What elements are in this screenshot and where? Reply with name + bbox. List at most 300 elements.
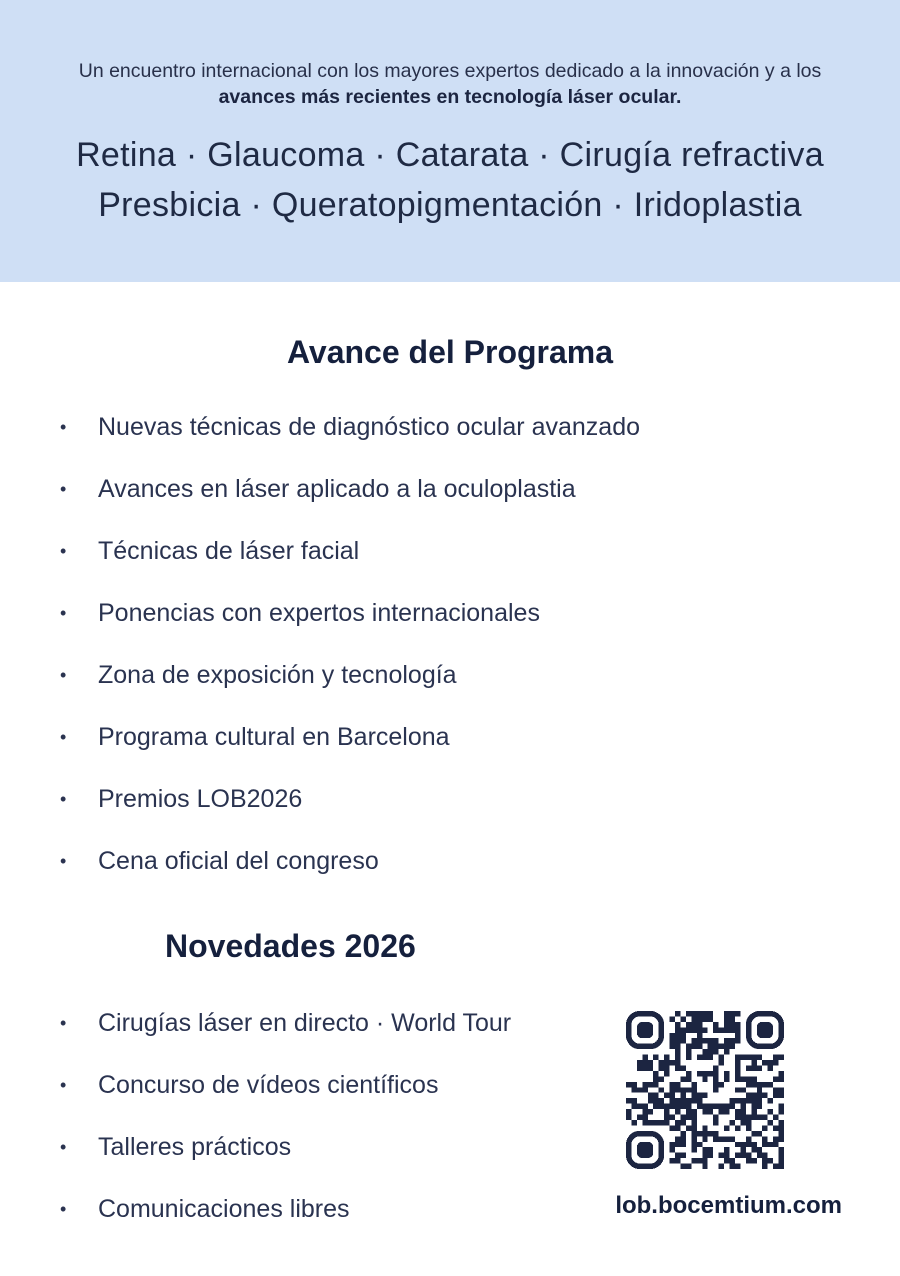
qr-module [724,1049,729,1054]
qr-module [735,1022,740,1027]
qr-module [686,1104,691,1109]
qr-module [773,1125,778,1130]
list-item-text: Técnicas de láser facial [98,537,360,565]
list-item [60,536,760,598]
qr-module [762,1093,767,1098]
qr-module [746,1076,751,1081]
qr-module [642,1055,647,1060]
qr-module [751,1098,756,1103]
qr-module [762,1060,767,1065]
qr-module [740,1147,745,1152]
qr-module [626,1082,631,1087]
qr-module [768,1142,773,1147]
qr-module [691,1109,696,1114]
qr-module [735,1076,740,1081]
qr-module [648,1093,653,1098]
list-item-text: Nuevas técnicas de diagnóstico ocular avanzado [98,413,641,441]
qr-module [680,1115,685,1120]
qr-module [768,1120,773,1125]
qr-module [691,1082,696,1087]
list-item-text: Programa cultural en Barcelona [98,723,450,751]
qr-module [735,1109,740,1114]
qr-module [768,1065,773,1070]
qr-module [691,1027,696,1032]
qr-module [697,1038,702,1043]
qr-module [702,1011,707,1016]
qr-module [664,1115,669,1120]
qr-module [713,1071,718,1076]
qr-module [779,1125,784,1130]
intro-plain: Un encuentro internacional con los mayores expertos dedicado a la innovación y a los [78,60,822,82]
bullet: • [60,1137,67,1157]
qr-module [691,1098,696,1103]
list-item [60,1132,580,1194]
qr-module [664,1104,669,1109]
qr-module [675,1038,680,1043]
qr-module [670,1142,675,1147]
bullet: • [60,603,67,623]
qr-module [724,1153,729,1158]
list-item [60,412,760,474]
qr-module [670,1098,675,1103]
qr-module [626,1115,631,1120]
qr-module [751,1055,756,1060]
qr-module [680,1093,685,1098]
list-item [60,1070,580,1132]
qr-module [691,1016,696,1021]
qr-module [768,1158,773,1163]
qr-module [659,1104,664,1109]
qr-module [702,1153,707,1158]
qr-module [735,1027,740,1032]
qr-module [773,1055,778,1060]
qr-module [757,1055,762,1060]
list-item-text: Concurso de vídeos científicos [98,1071,439,1099]
qr-module [697,1158,702,1163]
qr-module [724,1147,729,1152]
qr-module [675,1098,680,1103]
program-title: Avance del Programa [286,334,614,370]
qr-module [762,1082,767,1087]
qr-module [686,1109,691,1114]
qr-module [708,1131,713,1136]
qr-module [779,1136,784,1141]
list-item [60,846,760,908]
bullet: • [60,1199,67,1219]
qr-module [751,1082,756,1087]
qr-module [686,1011,691,1016]
qr-module [642,1082,647,1087]
qr-module [702,1038,707,1043]
qr-module [757,1087,762,1092]
qr-module [670,1016,675,1021]
qr-module [719,1044,724,1049]
qr-module [724,1038,729,1043]
list-item-text: Ponencias con expertos internacionales [98,599,540,627]
qr-module [757,1098,762,1103]
qr-module [730,1044,735,1049]
qr-module [637,1087,642,1092]
qr-module [735,1142,740,1147]
qr-module [751,1093,756,1098]
qr-module [686,1115,691,1120]
qr-module [713,1120,718,1125]
qr-module [735,1055,740,1060]
qr-module [702,1131,707,1136]
qr-module [719,1060,724,1065]
qr-finder-center [757,1022,773,1038]
qr-module [773,1115,778,1120]
qr-module [675,1055,680,1060]
qr-module [768,1098,773,1103]
qr-module [735,1125,740,1130]
qr-module [686,1027,691,1032]
qr-module [735,1098,740,1103]
qr-module [680,1016,685,1021]
qr-module [675,1011,680,1016]
list-item-text: Cirugías láser en directo · World Tour [98,1009,512,1037]
qr-module [675,1082,680,1087]
qr-module [713,1131,718,1136]
qr-module [779,1087,784,1092]
qr-module [713,1022,718,1027]
qr-module [724,1044,729,1049]
qr-module [642,1087,647,1092]
qr-module [691,1022,696,1027]
qr-module [735,1071,740,1076]
qr-module [702,1016,707,1021]
list-item [60,660,760,722]
qr-module [659,1076,664,1081]
qr-module [664,1060,669,1065]
qr-module [691,1158,696,1163]
qr-module [740,1087,745,1092]
qr-module [697,1016,702,1021]
qr-module [735,1033,740,1038]
qr-module [702,1049,707,1054]
qr-module [773,1060,778,1065]
qr-module [670,1125,675,1130]
qr-code-icon[interactable] [626,1011,784,1169]
qr-module [680,1065,685,1070]
qr-module [648,1109,653,1114]
list-item-text: Cena oficial del congreso [98,847,379,875]
qr-module [653,1104,658,1109]
qr-module [675,1153,680,1158]
qr-module [631,1104,636,1109]
qr-module [675,1044,680,1049]
qr-module [762,1158,767,1163]
qr-module [697,1022,702,1027]
qr-module [768,1109,773,1114]
qr-module [675,1027,680,1032]
qr-module [670,1060,675,1065]
qr-module [686,1022,691,1027]
qr-module [740,1109,745,1114]
qr-module [697,1044,702,1049]
intro-text [40,58,860,110]
qr-module [702,1093,707,1098]
qr-module [637,1065,642,1070]
qr-module [746,1136,751,1141]
qr-module [697,1142,702,1147]
qr-module [697,1093,702,1098]
qr-module [697,1131,702,1136]
qr-module [702,1109,707,1114]
qr-module [642,1104,647,1109]
qr-module [626,1109,631,1114]
qr-module [751,1131,756,1136]
qr-module [664,1055,669,1060]
qr-module [675,1109,680,1114]
qr-module [779,1164,784,1169]
qr-module [702,1164,707,1169]
qr-module [719,1136,724,1141]
qr-module [686,1076,691,1081]
qr-module [713,1049,718,1054]
qr-module [719,1082,724,1087]
qr-module [691,1120,696,1125]
qr-module [664,1120,669,1125]
qr-module [648,1082,653,1087]
qr-module [631,1087,636,1092]
qr-module [713,1136,718,1141]
intro-bold: avances más recientes en tecnología láser ocular. [218,86,682,108]
qr-module [779,1120,784,1125]
qr-module [680,1153,685,1158]
qr-module [680,1120,685,1125]
qr-module [691,1136,696,1141]
qr-module [631,1098,636,1103]
qr-module [702,1076,707,1081]
qr-module [757,1093,762,1098]
qr-module [702,1147,707,1152]
qr-module [670,1038,675,1043]
qr-module [751,1065,756,1070]
qr-module [724,1011,729,1016]
qr-module [740,1098,745,1103]
qr-module [730,1158,735,1163]
qr-module [746,1065,751,1070]
qr-module [691,1093,696,1098]
qr-module [713,1104,718,1109]
qr-module [713,1065,718,1070]
qr-module [697,1055,702,1060]
qr-module [631,1082,636,1087]
qr-module [746,1115,751,1120]
qr-module [675,1158,680,1163]
qr-module [740,1055,745,1060]
qr-module [735,1065,740,1070]
qr-module [691,1087,696,1092]
list-item [60,1008,580,1070]
qr-module [740,1076,745,1081]
qr-module [659,1060,664,1065]
qr-module [779,1153,784,1158]
qr-module [735,1115,740,1120]
qr-module [724,1027,729,1032]
qr-module [779,1147,784,1152]
qr-module [697,1071,702,1076]
qr-module [626,1098,631,1103]
qr-module [751,1060,756,1065]
qr-module [779,1093,784,1098]
qr-module [648,1098,653,1103]
qr-module [637,1115,642,1120]
qr-module [670,1082,675,1087]
qr-module [719,1153,724,1158]
qr-module [768,1082,773,1087]
qr-module [697,1027,702,1032]
list-item [60,474,760,536]
qr-module [670,1087,675,1092]
qr-module [708,1153,713,1158]
qr-module [675,1060,680,1065]
qr-module [735,1153,740,1158]
list-item [60,722,760,784]
qr-module [730,1016,735,1021]
qr-module [702,1055,707,1060]
qr-module [735,1038,740,1043]
qr-module [740,1153,745,1158]
qr-module [735,1087,740,1092]
qr-module [680,1131,685,1136]
qr-module [779,1131,784,1136]
qr-module [675,1120,680,1125]
qr-module [713,1076,718,1081]
qr-module [746,1082,751,1087]
qr-module [735,1164,740,1169]
qr-module [746,1158,751,1163]
qr-module [691,1131,696,1136]
qr-module [757,1082,762,1087]
bullet: • [60,1013,67,1033]
qr-module [740,1120,745,1125]
qr-module [730,1104,735,1109]
qr-module [757,1065,762,1070]
qr-module [779,1104,784,1109]
qr-module [746,1098,751,1103]
qr-module [773,1087,778,1092]
qr-module [653,1120,658,1125]
qr-module [719,1164,724,1169]
qr-module [746,1125,751,1130]
qr-module [642,1120,647,1125]
qr-module [719,1109,724,1114]
qr-module [708,1055,713,1060]
qr-module [653,1071,658,1076]
qr-module [762,1142,767,1147]
qr-module [724,1016,729,1021]
qr-module [768,1060,773,1065]
qr-module [653,1093,658,1098]
qr-module [675,1087,680,1092]
bullet: • [60,541,67,561]
qr-module [691,1038,696,1043]
qr-module [664,1093,669,1098]
qr-module [730,1164,735,1169]
qr-module [702,1027,707,1032]
qr-module [762,1125,767,1130]
qr-module [686,1164,691,1169]
qr-module [746,1093,751,1098]
qr-module [708,1044,713,1049]
qr-module [697,1098,702,1103]
qr-module [779,1158,784,1163]
qr-module [670,1158,675,1163]
qr-module [751,1109,756,1114]
qr-module [675,1022,680,1027]
qr-module [702,1136,707,1141]
qr-module [691,1044,696,1049]
qr-module [691,1115,696,1120]
qr-module [686,1071,691,1076]
news-list [60,1008,580,1256]
qr-module [751,1104,756,1109]
qr-module [751,1158,756,1163]
qr-module [659,1098,664,1103]
qr-module [680,1027,685,1032]
qr-module [642,1065,647,1070]
qr-module [659,1120,664,1125]
qr-module [675,1125,680,1130]
qr-module [762,1136,767,1141]
qr-module [680,1087,685,1092]
qr-module [691,1011,696,1016]
qr-module [653,1098,658,1103]
qr-module [719,1055,724,1060]
qr-module [670,1147,675,1152]
qr-module [779,1109,784,1114]
qr-module [762,1164,767,1169]
news-title: Novedades 2026 [165,928,416,964]
qr-module [757,1131,762,1136]
qr-module [724,1076,729,1081]
qr-module [779,1055,784,1060]
qr-module [708,1071,713,1076]
qr-module [730,1022,735,1027]
qr-module [779,1076,784,1081]
qr-module [724,1022,729,1027]
list-item-text: Comunicaciones libres [98,1195,350,1223]
qr-module [751,1076,756,1081]
qr-module [675,1065,680,1070]
bullet: • [60,417,67,437]
qr-module [637,1060,642,1065]
qr-module [773,1164,778,1169]
qr-module [637,1104,642,1109]
bullet: • [60,789,67,809]
qr-module [653,1055,658,1060]
qr-module [708,1049,713,1054]
qr-module [670,1033,675,1038]
qr-module [642,1060,647,1065]
qr-module [708,1104,713,1109]
qr-module [735,1011,740,1016]
qr-module [708,1109,713,1114]
qr-module [670,1115,675,1120]
qr-module [724,1071,729,1076]
qr-module [719,1027,724,1032]
website-link[interactable]: lob.bocemtium.com [615,1192,842,1219]
qr-module [740,1142,745,1147]
qr-module [631,1120,636,1125]
qr-module [702,1104,707,1109]
qr-module [708,1038,713,1043]
qr-module [680,1033,685,1038]
qr-module [686,1098,691,1103]
qr-module [762,1153,767,1158]
